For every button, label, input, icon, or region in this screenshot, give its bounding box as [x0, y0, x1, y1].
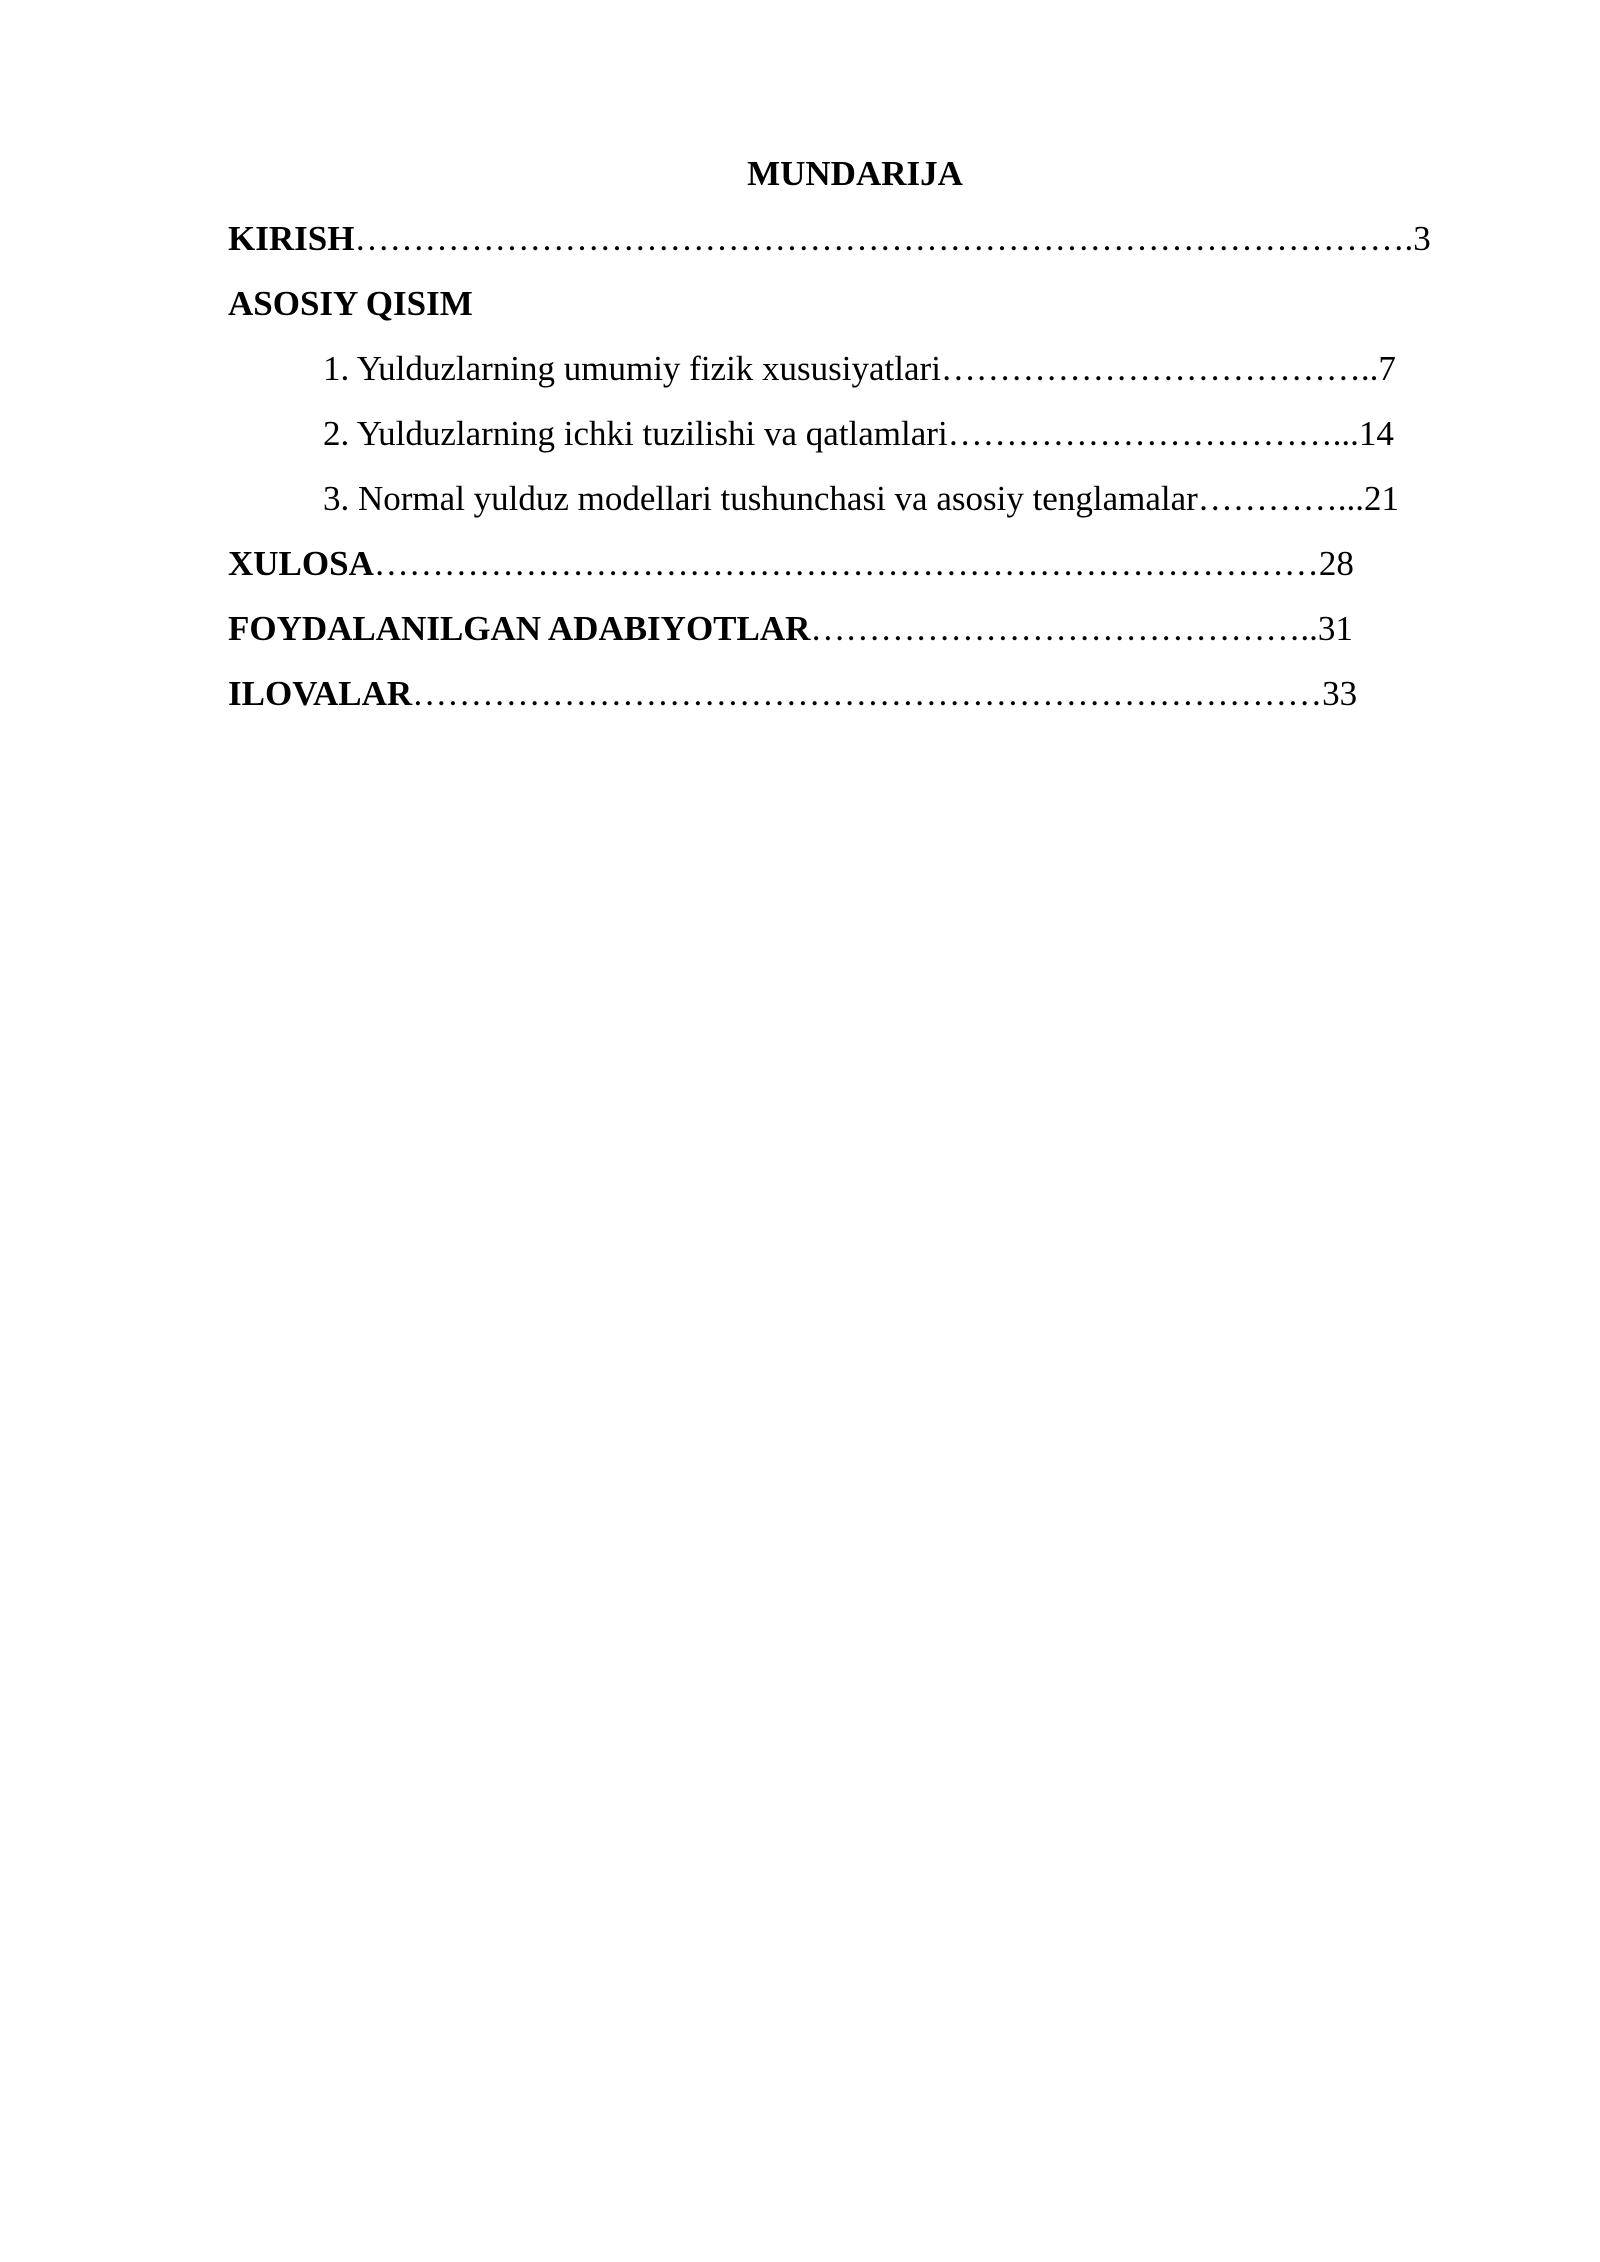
toc-entry-label: 3. Normal yulduz modellari tushunchasi va asosiy tenglamalar	[323, 479, 1198, 518]
toc-entry-page-number: 33	[1322, 674, 1358, 713]
toc-entry-page-number: 28	[1318, 544, 1354, 583]
page-title: MUNDARIJA	[747, 154, 963, 193]
toc-entry	[228, 217, 1488, 282]
toc-entry-label: XULOSA	[228, 544, 374, 583]
toc-entry	[228, 542, 1488, 607]
toc-entry-page-number: 3	[1413, 219, 1431, 258]
toc-entry-label: FOYDALANILGAN ADABIYOTLAR	[228, 609, 811, 648]
toc-entry-label: ASOSIY QISIM	[228, 284, 473, 323]
toc-entry-leader: …………...	[1197, 479, 1365, 518]
toc-entry-leader: ……………………………...	[947, 414, 1359, 453]
toc-entry	[228, 412, 1488, 477]
toc-entry-label: KIRISH	[228, 219, 355, 258]
toc-entry-label: 1. Yulduzlarning umumiy fizik xususiyatlari	[323, 349, 941, 388]
toc-entry-page-number: 21	[1364, 479, 1400, 518]
toc-entry-label: 2. Yulduzlarning ichki tuzilishi va qatlamlari	[323, 414, 948, 453]
toc-entry-leader: ……………………………………………………………………………….	[354, 219, 1414, 258]
table-of-contents	[228, 217, 1488, 737]
toc-entry-leader: ………………………………………………………………………	[373, 544, 1319, 583]
toc-entry-leader: ……………………………………………………………………	[412, 674, 1323, 713]
toc-entry-page-number: 31	[1317, 609, 1353, 648]
toc-entry	[228, 477, 1488, 542]
toc-entry-leader: ……………………………………..	[810, 609, 1318, 648]
toc-entry-label: ILOVALAR	[228, 674, 413, 713]
toc-entry	[228, 347, 1488, 412]
toc-entry-page-number: 14	[1358, 414, 1394, 453]
toc-entry	[228, 672, 1488, 737]
toc-entry-leader: ………………………………..	[940, 349, 1379, 388]
toc-entry	[228, 282, 1488, 347]
toc-entry-page-number: 7	[1378, 349, 1396, 388]
toc-entry	[228, 607, 1488, 672]
